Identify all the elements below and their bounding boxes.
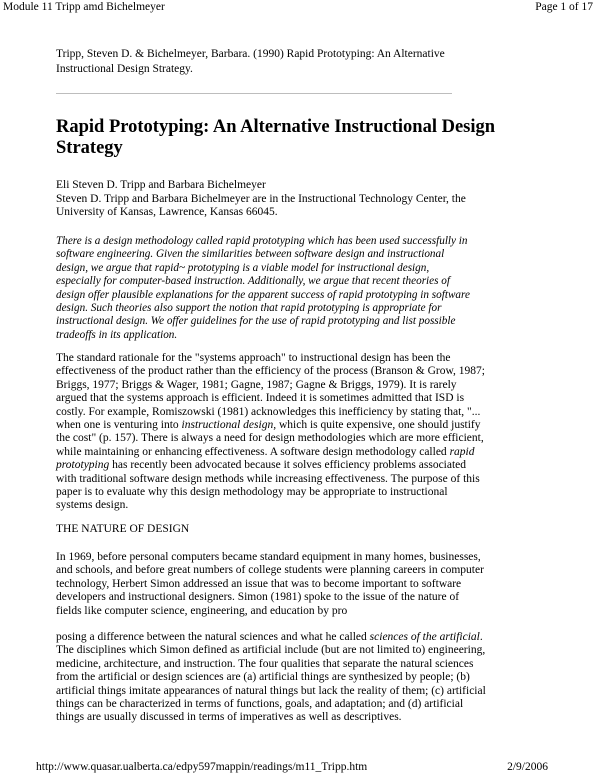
- citation-line: Instructional Design Strategy.: [56, 63, 193, 75]
- emphasis-text: sciences of the artificial: [369, 631, 480, 643]
- text-line: paper is to evaluate why this design methodology may be appropriate to instructional: [56, 486, 448, 499]
- emphasis-text: rapid: [449, 445, 475, 458]
- emphasis-text: prototyping: [56, 459, 110, 472]
- print-date: 2/9/2006: [507, 761, 548, 773]
- text-line: with traditional software design methods while increasing effectiveness. The purpose of this: [56, 472, 480, 485]
- author-affiliation: Steven D. Tripp and Barbara Bichelmeyer are in the Instructional Technology Center, the: [56, 192, 466, 205]
- abstract-line: design. Such theories also support the notion that rapid prototyping is appropriate for: [56, 302, 442, 315]
- text-line: Briggs, 1977; Briggs & Wager, 1981; Gagne, 1987; Gagne & Briggs, 1979). It is rarely: [56, 378, 457, 391]
- text-line: The standard rationale for the "systems approach" to instructional design has been the: [56, 352, 451, 364]
- section-heading: THE NATURE OF DESIGN: [56, 523, 190, 535]
- abstract-line: instructional design. We offer guidelines for the use of rapid prototyping and list possible: [56, 315, 456, 328]
- text-line: systems design.: [56, 499, 129, 512]
- title-line: Strategy: [56, 138, 123, 158]
- page-number: Page 1 of 17: [535, 1, 593, 13]
- citation: [56, 47, 496, 77]
- text-run: while maintaining or enhancing effectiveness. A software design methodology called: [56, 445, 450, 458]
- text-line: developers and instructional designers. Simon (1981) spoke to the issue of the nature of: [56, 591, 460, 604]
- author-info: [56, 179, 496, 220]
- text-line: medicine, architecture, and instruction. The four qualities that separate the natural sciences: [56, 657, 474, 670]
- text-line: argued that the systems approach is efficient. Indeed it is sometimes admitted that ISD is: [56, 392, 465, 405]
- abstract-line: There is a design methodology called rapid prototyping which has been used successfully in: [56, 235, 468, 247]
- text-line: fields like computer science, engineering, and education by pro: [56, 604, 348, 617]
- text-line: and schools, and before great numbers of college students were planning careers in computer: [56, 564, 484, 577]
- text-line: [56, 631, 496, 644]
- author-affiliation: University of Kansas, Lawrence, Kansas 66045.: [56, 206, 278, 218]
- text-run: has recently been advocated because it solves efficiency problems associated: [109, 459, 467, 472]
- abstract-line: software engineering. Given the similarities between software design and instructional: [56, 248, 445, 261]
- text-line: In 1969, before personal computers became standard equipment in many homes, businesses,: [56, 551, 481, 563]
- horizontal-divider: [56, 93, 452, 94]
- abstract-line: design, we argue that rapid~ prototyping is a viable model for instructional design,: [56, 261, 430, 274]
- author-names: Eli Steven D. Tripp and Barbara Bichelmeyer: [56, 179, 266, 191]
- text-run: .: [479, 631, 483, 643]
- text-line: costly. For example, Romiszowski (1981) acknowledges this inefficiency by stating that, "...: [56, 405, 481, 418]
- citation-line: Tripp, Steven D. & Bichelmeyer, Barbara. (1990) Rapid Prototyping: An Alternative: [56, 48, 445, 60]
- text-run: when one is venturing into: [56, 419, 182, 432]
- text-line: artificial things imitate appearances of natural things but lack the reality of them; (c) artificial: [56, 684, 486, 697]
- emphasis-text: instructional design,: [181, 419, 277, 432]
- abstract: [56, 235, 496, 342]
- text-run: which is quite expensive, one should justify: [276, 419, 481, 432]
- page-header-title: Module 11 Tripp amd Bichelmeyer: [3, 1, 165, 13]
- abstract-line: tradeoffs in its application.: [56, 328, 178, 341]
- paragraph-introduction: [56, 352, 496, 513]
- article-title: [56, 117, 496, 159]
- text-run: posing a difference between the natural sciences and what he called: [56, 631, 370, 643]
- text-line: [56, 419, 496, 432]
- page-url: http://www.quasar.ualberta.ca/edpy597mappin/readings/m11_Tripp.htm: [36, 761, 368, 773]
- title-line: Rapid Prototyping: An Alternative Instructional Design: [56, 117, 496, 137]
- abstract-line: design offer plausible explanations for the apparent success of rapid prototyping in software: [56, 288, 470, 301]
- text-line: things can be characterized in terms of functions, goals, and adaptation; and (d) artificial: [56, 698, 464, 711]
- text-line: [56, 446, 496, 459]
- paragraph-sciences-of-artificial: [56, 631, 496, 725]
- abstract-line: especially for computer-based instruction. Additionally, we argue that recent theories of: [56, 275, 450, 288]
- text-line: things are usually discussed in terms of imperatives as well as descriptives.: [56, 711, 402, 724]
- text-line: [56, 459, 496, 472]
- text-line: effectiveness of the product rather than the efficiency of the process (Branson & Grow, 1987;: [56, 365, 485, 378]
- text-line: technology, Herbert Simon addressed an issue that was to become important to software: [56, 577, 462, 590]
- text-line: The disciplines which Simon defined as artificial include (but are not limited to) engineering,: [56, 644, 486, 657]
- text-line: from the artificial or design sciences are (a) artificial things are synthesized by people; (b): [56, 671, 470, 684]
- text-line: the cost" (p. 157). There is always a need for design methodologies which are more efficient,: [56, 432, 484, 445]
- paragraph-nature-of-design: [56, 551, 496, 618]
